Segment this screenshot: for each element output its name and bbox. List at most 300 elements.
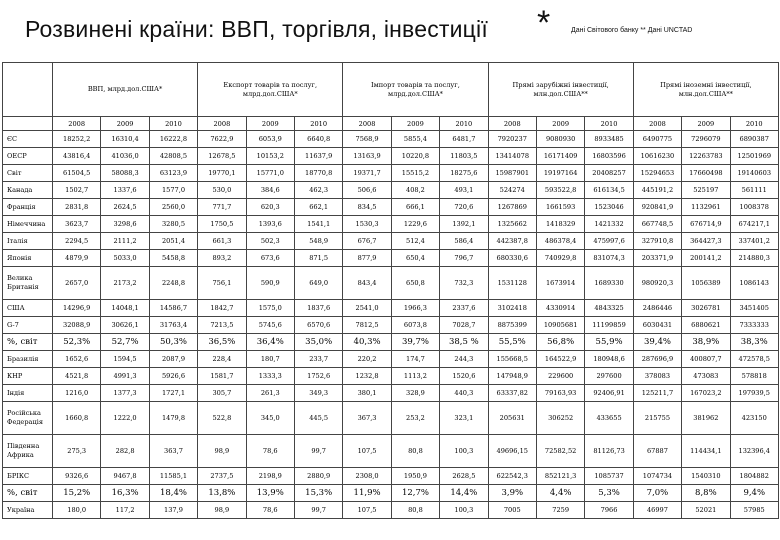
table-row	[3, 216, 779, 233]
table-cell: 12501969	[730, 148, 778, 165]
table-cell: 15,2%	[53, 485, 101, 502]
table-cell: 63123,9	[149, 165, 197, 182]
table-cell: 2657,0	[53, 267, 101, 300]
table-cell: 7028,7	[440, 317, 488, 334]
table-cell: 1392,1	[440, 216, 488, 233]
table-cell: 3280,5	[149, 216, 197, 233]
table-cell: 253,2	[391, 402, 439, 435]
table-cell: 114434,1	[682, 435, 730, 468]
table-cell: 771,7	[198, 199, 246, 216]
row-label: Південна Африка	[3, 435, 53, 468]
table-cell: 36,4%	[246, 334, 294, 351]
table-cell: 78,6	[246, 502, 294, 519]
table-cell: 5926,6	[149, 368, 197, 385]
table-cell: 6073,8	[391, 317, 439, 334]
table-cell: 15294653	[633, 165, 681, 182]
table-cell: 676714,9	[682, 216, 730, 233]
table-cell: 2337,6	[440, 300, 488, 317]
table-cell: 4521,8	[53, 368, 101, 385]
table-cell: 3451405	[730, 300, 778, 317]
table-row	[3, 148, 779, 165]
table-cell: 2248,8	[149, 267, 197, 300]
table-cell: 1575,0	[246, 300, 294, 317]
group-header: ВВП, млрд.дол.США*	[53, 63, 198, 117]
table-cell: 756,1	[198, 267, 246, 300]
table-cell: 796,7	[440, 250, 488, 267]
year-header: 2008	[343, 117, 391, 131]
table-cell: 2880,9	[294, 468, 342, 485]
table-cell: 2051,4	[149, 233, 197, 250]
year-header: 2009	[682, 117, 730, 131]
table-cell: 384,6	[246, 182, 294, 199]
table-cell: 622542,3	[488, 468, 536, 485]
table-cell: 10616230	[633, 148, 681, 165]
table-cell: 673,6	[246, 250, 294, 267]
table-cell: 578818	[730, 368, 778, 385]
table-cell: 7568,9	[343, 131, 391, 148]
table-row	[3, 233, 779, 250]
table-cell: 32088,9	[53, 317, 101, 334]
table-cell: 78,6	[246, 435, 294, 468]
table-cell: 475997,6	[585, 233, 633, 250]
table-cell: 1325662	[488, 216, 536, 233]
table-cell: 616134,5	[585, 182, 633, 199]
table-cell: 214880,3	[730, 250, 778, 267]
table-cell: 593522,8	[536, 182, 584, 199]
table-cell: 98,9	[198, 435, 246, 468]
table-cell: 11585,1	[149, 468, 197, 485]
year-header: 2008	[633, 117, 681, 131]
table-cell: 548,9	[294, 233, 342, 250]
table-cell: 12678,5	[198, 148, 246, 165]
table-cell: 1479,8	[149, 402, 197, 435]
table-cell: 1229,6	[391, 216, 439, 233]
table-cell: 18770,8	[294, 165, 342, 182]
corner-cell	[3, 63, 53, 117]
table-cell: 8875399	[488, 317, 536, 334]
table-cell: 893,2	[198, 250, 246, 267]
table-cell: 7812,5	[343, 317, 391, 334]
table-cell: 1086143	[730, 267, 778, 300]
table-cell: 7920237	[488, 131, 536, 148]
table-cell: 20408257	[585, 165, 633, 182]
table-cell: 215755	[633, 402, 681, 435]
table-cell: 877,9	[343, 250, 391, 267]
table-cell: 36,5%	[198, 334, 246, 351]
table-cell: 228,4	[198, 351, 246, 368]
table-cell: 666,1	[391, 199, 439, 216]
table-cell: 4991,3	[101, 368, 149, 385]
table-cell: 586,4	[440, 233, 488, 250]
table-cell: 1530,3	[343, 216, 391, 233]
table-cell: 4330914	[536, 300, 584, 317]
table-cell: 1113,2	[391, 368, 439, 385]
table-cell: 11199859	[585, 317, 633, 334]
table-cell: 3026781	[682, 300, 730, 317]
table-cell: 7296079	[682, 131, 730, 148]
table-cell: 46997	[633, 502, 681, 519]
table-cell: 1216,0	[53, 385, 101, 402]
table-cell: 9326,6	[53, 468, 101, 485]
table-cell: 524274	[488, 182, 536, 199]
table-cell: 203371,9	[633, 250, 681, 267]
row-label: БРІКС	[3, 468, 53, 485]
table-cell: 4,4%	[536, 485, 584, 502]
table-cell: 40,3%	[343, 334, 391, 351]
table-cell: 12,7%	[391, 485, 439, 502]
table-cell: 7213,5	[198, 317, 246, 334]
table-cell: 31763,4	[149, 317, 197, 334]
row-label: Індія	[3, 385, 53, 402]
table-cell: 14586,7	[149, 300, 197, 317]
table-cell: 6880621	[682, 317, 730, 334]
table-cell: 16171409	[536, 148, 584, 165]
table-cell: 180948,6	[585, 351, 633, 368]
table-cell: 512,4	[391, 233, 439, 250]
table-cell: 229600	[536, 368, 584, 385]
table-cell: 1074734	[633, 468, 681, 485]
table-cell: 2111,2	[101, 233, 149, 250]
year-header: 2009	[101, 117, 149, 131]
table-cell: 39,4%	[633, 334, 681, 351]
table-cell: 58088,3	[101, 165, 149, 182]
table-cell: 6053,9	[246, 131, 294, 148]
page-title: Розвинені країни: ВВП, торгівля, інвестиції	[25, 16, 488, 42]
table-cell: 380,1	[343, 385, 391, 402]
table-cell: 1085737	[585, 468, 633, 485]
table-cell: 200141,2	[682, 250, 730, 267]
table-cell: 11803,5	[440, 148, 488, 165]
table-row	[3, 385, 779, 402]
table-cell: 125211,7	[633, 385, 681, 402]
table-cell: 650,4	[391, 250, 439, 267]
table-cell: 1577,0	[149, 182, 197, 199]
table-cell: 80,8	[391, 435, 439, 468]
table-cell: 38,3%	[730, 334, 778, 351]
table-cell: 363,7	[149, 435, 197, 468]
table-cell: 180,7	[246, 351, 294, 368]
table-cell: 305,7	[198, 385, 246, 402]
table-cell: 8933485	[585, 131, 633, 148]
table-cell: 364427,3	[682, 233, 730, 250]
year-header: 2010	[149, 117, 197, 131]
table-cell: 197939,5	[730, 385, 778, 402]
table-cell: 98,9	[198, 502, 246, 519]
table-cell: 1673914	[536, 267, 584, 300]
table-cell: 649,0	[294, 267, 342, 300]
table-row	[3, 402, 779, 435]
corner-cell	[3, 117, 53, 131]
table-cell: 18275,6	[440, 165, 488, 182]
table-cell: 16222,8	[149, 131, 197, 148]
table-cell: 14296,9	[53, 300, 101, 317]
row-label: Російська Федерація	[3, 402, 53, 435]
table-cell: 306252	[536, 402, 584, 435]
table-cell: 423150	[730, 402, 778, 435]
table-cell: 2294,5	[53, 233, 101, 250]
table-cell: 3,9%	[488, 485, 536, 502]
table-cell: 462,3	[294, 182, 342, 199]
table-cell: 19770,1	[198, 165, 246, 182]
table-cell: 55,9%	[585, 334, 633, 351]
row-label: ЄС	[3, 131, 53, 148]
table-cell: 72582,52	[536, 435, 584, 468]
row-label: Канада	[3, 182, 53, 199]
row-label: %, світ	[3, 485, 53, 502]
table-cell: 244,3	[440, 351, 488, 368]
year-header: 2008	[488, 117, 536, 131]
table-cell: 9467,8	[101, 468, 149, 485]
table-cell: 297600	[585, 368, 633, 385]
table-cell: 174,7	[391, 351, 439, 368]
table-cell: 18252,2	[53, 131, 101, 148]
row-label: Німеччина	[3, 216, 53, 233]
table-cell: 1594,5	[101, 351, 149, 368]
table-cell: 1727,1	[149, 385, 197, 402]
table-cell: 2628,5	[440, 468, 488, 485]
row-label: %, світ	[3, 334, 53, 351]
year-header: 2009	[536, 117, 584, 131]
table-cell: 287696,9	[633, 351, 681, 368]
table-cell: 5033,0	[101, 250, 149, 267]
table-cell: 80,8	[391, 502, 439, 519]
table-cell: 3623,7	[53, 216, 101, 233]
table-cell: 2541,0	[343, 300, 391, 317]
table-cell: 6481,7	[440, 131, 488, 148]
table-cell: 11,9%	[343, 485, 391, 502]
table-cell: 63337,82	[488, 385, 536, 402]
table-cell: 1377,3	[101, 385, 149, 402]
table-cell: 261,3	[246, 385, 294, 402]
table-row	[3, 485, 779, 502]
table-cell: 67887	[633, 435, 681, 468]
table-cell: 57985	[730, 502, 778, 519]
table-cell: 79163,93	[536, 385, 584, 402]
table-cell: 9,4%	[730, 485, 778, 502]
table-row	[3, 351, 779, 368]
row-label: Італія	[3, 233, 53, 250]
table-cell: 4843325	[585, 300, 633, 317]
table-cell: 50,3%	[149, 334, 197, 351]
table-cell: 6890387	[730, 131, 778, 148]
table-cell: 4879,9	[53, 250, 101, 267]
table-cell: 732,3	[440, 267, 488, 300]
table-cell: 328,9	[391, 385, 439, 402]
table-cell: 100,3	[440, 435, 488, 468]
table-cell: 92406,91	[585, 385, 633, 402]
group-header: Експорт товарів та послуг, млрд.дол.США*	[198, 63, 343, 117]
table-cell: 720,6	[440, 199, 488, 216]
table-cell: 1541,1	[294, 216, 342, 233]
table-cell: 19197164	[536, 165, 584, 182]
table-cell: 1008378	[730, 199, 778, 216]
table-row	[3, 182, 779, 199]
table-cell: 52021	[682, 502, 730, 519]
table-cell: 6030431	[633, 317, 681, 334]
table-cell: 1531128	[488, 267, 536, 300]
table-cell: 1520,6	[440, 368, 488, 385]
table-cell: 10220,8	[391, 148, 439, 165]
table-row	[3, 250, 779, 267]
title-footnote-mark: *	[537, 4, 551, 42]
table-cell: 8,8%	[682, 485, 730, 502]
table-cell: 42808,5	[149, 148, 197, 165]
group-header: Прямі зарубіжні інвестиції, млн.дол.США**	[488, 63, 633, 117]
table-cell: 56,8%	[536, 334, 584, 351]
table-cell: 43816,4	[53, 148, 101, 165]
table-cell: 674217,1	[730, 216, 778, 233]
row-label: Японія	[3, 250, 53, 267]
table-cell: 147948,9	[488, 368, 536, 385]
table-row	[3, 368, 779, 385]
row-label: Світ	[3, 165, 53, 182]
year-header: 2010	[294, 117, 342, 131]
table-cell: 220,2	[343, 351, 391, 368]
table-cell: 10153,2	[246, 148, 294, 165]
table-cell: 345,0	[246, 402, 294, 435]
source-note: Дані Світового банку ** Дані UNCTAD	[571, 27, 693, 34]
table-cell: 561111	[730, 182, 778, 199]
table-cell: 14,4%	[440, 485, 488, 502]
table-cell: 275,3	[53, 435, 101, 468]
table-row	[3, 317, 779, 334]
table-cell: 1581,7	[198, 368, 246, 385]
table-cell: 13,9%	[246, 485, 294, 502]
table-cell: 15987901	[488, 165, 536, 182]
table-cell: 381962	[682, 402, 730, 435]
table-cell: 132396,4	[730, 435, 778, 468]
table-cell: 14048,1	[101, 300, 149, 317]
table-cell: 1842,7	[198, 300, 246, 317]
table-cell: 18,4%	[149, 485, 197, 502]
group-header: Прямі іноземні інвестиції, млн.дол.США**	[633, 63, 778, 117]
table-cell: 99,7	[294, 435, 342, 468]
table-cell: 2560,0	[149, 199, 197, 216]
table-cell: 1337,6	[101, 182, 149, 199]
table-cell: 662,1	[294, 199, 342, 216]
table-cell: 137,9	[149, 502, 197, 519]
table-cell: 1232,8	[343, 368, 391, 385]
table-cell: 367,3	[343, 402, 391, 435]
table-cell: 5458,8	[149, 250, 197, 267]
table-cell: 1418329	[536, 216, 584, 233]
table-cell: 2198,9	[246, 468, 294, 485]
table-cell: 1661593	[536, 199, 584, 216]
table-cell: 1660,8	[53, 402, 101, 435]
table-cell: 9080930	[536, 131, 584, 148]
table-cell: 486378,4	[536, 233, 584, 250]
year-header: 2010	[585, 117, 633, 131]
table-cell: 6490775	[633, 131, 681, 148]
table-cell: 661,3	[198, 233, 246, 250]
table-cell: 17660498	[682, 165, 730, 182]
table-row	[3, 468, 779, 485]
table-cell: 12263783	[682, 148, 730, 165]
table-cell: 15515,2	[391, 165, 439, 182]
table-cell: 327910,8	[633, 233, 681, 250]
table-cell: 442387,8	[488, 233, 536, 250]
table-cell: 1502,7	[53, 182, 101, 199]
table-cell: 7966	[585, 502, 633, 519]
table-row	[3, 502, 779, 519]
table-cell: 5745,6	[246, 317, 294, 334]
table-cell: 493,1	[440, 182, 488, 199]
table-cell: 100,3	[440, 502, 488, 519]
table-cell: 1056389	[682, 267, 730, 300]
row-label: Бразилія	[3, 351, 53, 368]
table-cell: 2486446	[633, 300, 681, 317]
table-cell: 1966,3	[391, 300, 439, 317]
table-cell: 1837,6	[294, 300, 342, 317]
table-cell: 38,9%	[682, 334, 730, 351]
table-cell: 5855,4	[391, 131, 439, 148]
table-cell: 16803596	[585, 148, 633, 165]
table-cell: 164522,9	[536, 351, 584, 368]
table-cell: 13414078	[488, 148, 536, 165]
table-cell: 2737,5	[198, 468, 246, 485]
table-cell: 55,5%	[488, 334, 536, 351]
table-cell: 1950,9	[391, 468, 439, 485]
year-header: 2009	[391, 117, 439, 131]
table-cell: 323,1	[440, 402, 488, 435]
table-cell: 15,3%	[294, 485, 342, 502]
table-cell: 473083	[682, 368, 730, 385]
table-cell: 472578,5	[730, 351, 778, 368]
table-cell: 1804882	[730, 468, 778, 485]
row-label: G-7	[3, 317, 53, 334]
table-cell: 16,3%	[101, 485, 149, 502]
table-cell: 7259	[536, 502, 584, 519]
table-cell: 7,0%	[633, 485, 681, 502]
table-cell: 167023,2	[682, 385, 730, 402]
year-header: 2008	[198, 117, 246, 131]
table-cell: 740929,8	[536, 250, 584, 267]
table-cell: 16310,4	[101, 131, 149, 148]
year-header: 2009	[246, 117, 294, 131]
table-cell: 15771,0	[246, 165, 294, 182]
table-cell: 1689330	[585, 267, 633, 300]
row-label: КНР	[3, 368, 53, 385]
table-cell: 1750,5	[198, 216, 246, 233]
table-cell: 834,5	[343, 199, 391, 216]
table-cell: 30626,1	[101, 317, 149, 334]
table-cell: 676,7	[343, 233, 391, 250]
year-header: 2010	[440, 117, 488, 131]
table-cell: 408,2	[391, 182, 439, 199]
table-cell: 13163,9	[343, 148, 391, 165]
table-cell: 1540310	[682, 468, 730, 485]
table-cell: 1333,3	[246, 368, 294, 385]
table-cell: 378083	[633, 368, 681, 385]
table-cell: 1222,0	[101, 402, 149, 435]
year-header: 2010	[730, 117, 778, 131]
table-cell: 2173,2	[101, 267, 149, 300]
table-cell: 7622,9	[198, 131, 246, 148]
table-cell: 620,3	[246, 199, 294, 216]
table-cell: 7333333	[730, 317, 778, 334]
table-cell: 3102418	[488, 300, 536, 317]
table-cell: 7005	[488, 502, 536, 519]
row-label: Франція	[3, 199, 53, 216]
table-cell: 13,8%	[198, 485, 246, 502]
data-table	[2, 62, 779, 519]
row-label: ОЕСР	[3, 148, 53, 165]
table-cell: 6570,6	[294, 317, 342, 334]
row-label: Україна	[3, 502, 53, 519]
table-cell: 530,0	[198, 182, 246, 199]
group-header: Імпорт товарів та послуг, млрд.дол.США*	[343, 63, 488, 117]
table-cell: 11637,9	[294, 148, 342, 165]
